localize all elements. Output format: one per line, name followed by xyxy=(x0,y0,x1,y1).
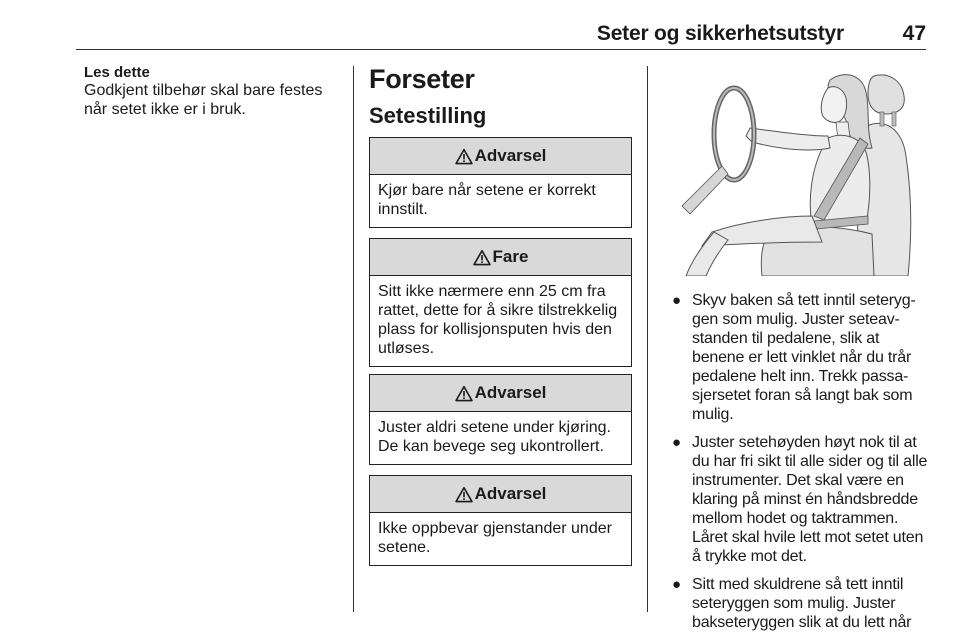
section-subtitle: Setestilling xyxy=(369,103,487,128)
warning-box xyxy=(369,475,632,566)
danger-box-label: Fare xyxy=(492,247,529,266)
list-item-line: sjersetet foran så langt bak som xyxy=(692,387,913,404)
warning-box xyxy=(369,374,632,465)
warning-line: setene. xyxy=(378,539,431,556)
column-left xyxy=(84,64,346,119)
warning-triangle-icon xyxy=(455,486,473,503)
bullet-icon: ● xyxy=(672,434,681,451)
warning-box-text xyxy=(370,412,631,464)
note-line: når setet ikke er i bruk. xyxy=(84,101,246,118)
warning-box-text xyxy=(370,175,631,227)
list-item-line: du har fri sikt til alle sider og til alle xyxy=(692,453,928,470)
warning-box-header xyxy=(370,476,631,513)
list-item-line: Skyv baken så tett inntil seteryg- xyxy=(692,292,916,309)
danger-box xyxy=(369,238,632,367)
list-item xyxy=(672,433,928,566)
list-item-line: Låret skal hvile lett mot setet uten xyxy=(692,529,924,546)
danger-line: plass for kollisjonsputen hvis den xyxy=(378,321,612,338)
danger-box-header xyxy=(370,239,631,276)
list-item-line: mellom hodet og taktrammen. xyxy=(692,510,899,527)
danger-line: Sitt ikke nærmere enn 25 cm fra xyxy=(378,283,606,300)
warning-line: innstilt. xyxy=(378,201,428,218)
note-heading: Les dette xyxy=(84,64,150,81)
warning-line: Ikke oppbevar gjenstander under xyxy=(378,520,612,537)
warning-triangle-icon xyxy=(455,385,473,402)
list-item-line: benene er lett vinklet når du trår xyxy=(692,349,912,366)
warning-line: De kan bevege seg ukontrollert. xyxy=(378,438,604,455)
list-item xyxy=(672,575,928,632)
list-item-line: seteryggen som mulig. Juster xyxy=(692,595,896,612)
column-divider-right xyxy=(647,66,648,612)
section-title: Forseter xyxy=(369,64,475,94)
note-line: Godkjent tilbehør skal bare festes xyxy=(84,82,323,99)
warning-triangle-icon xyxy=(455,148,473,165)
running-header-title: Seter og sikkerhetsutstyr xyxy=(596,22,844,45)
warning-box-label: Advarsel xyxy=(474,484,547,503)
column-middle xyxy=(369,62,632,556)
warning-line: Juster aldri setene under kjøring. xyxy=(378,419,611,436)
warning-box xyxy=(369,137,632,228)
warning-box-text xyxy=(370,513,631,565)
list-item-line: bakseteryggen slik at du lett når xyxy=(692,614,912,631)
list-item-line: pedalene helt inn. Trekk passa- xyxy=(692,368,909,385)
list-item xyxy=(672,291,928,424)
danger-line: rattet, dette for å sikre tilstrekkelig xyxy=(378,302,618,319)
bullet-icon: ● xyxy=(672,292,681,309)
list-item-line: klaring på minst én håndsbredde xyxy=(692,491,918,508)
list-item-line: å trykke mot det. xyxy=(692,548,807,565)
list-item-line: instrumenter. Det skal være en xyxy=(692,472,904,489)
warning-box-label: Advarsel xyxy=(474,383,547,402)
list-item-line: Juster setehøyden høyt nok til at xyxy=(692,434,917,451)
list-item-line: gen som mulig. Juster seteav- xyxy=(692,311,900,328)
instruction-list xyxy=(672,291,928,641)
note-body xyxy=(84,81,346,119)
bullet-icon: ● xyxy=(672,576,681,593)
danger-line: utløses. xyxy=(378,340,435,357)
warning-line: Kjør bare når setene er korrekt xyxy=(378,182,596,199)
warning-box-header xyxy=(370,375,631,412)
list-item-line: mulig. xyxy=(692,406,734,423)
warning-box-label: Advarsel xyxy=(474,146,547,165)
header-rule xyxy=(76,49,926,50)
page-number: 47 xyxy=(902,22,926,45)
column-divider-left xyxy=(353,66,354,612)
list-item-line: standen til pedalene, slik at xyxy=(692,330,880,347)
warning-box-header xyxy=(370,138,631,175)
danger-box-text xyxy=(370,276,631,366)
seated-driver-illustration xyxy=(662,66,926,276)
list-item-line: Sitt med skuldrene så tett inntil xyxy=(692,576,904,593)
warning-triangle-icon xyxy=(473,249,491,266)
